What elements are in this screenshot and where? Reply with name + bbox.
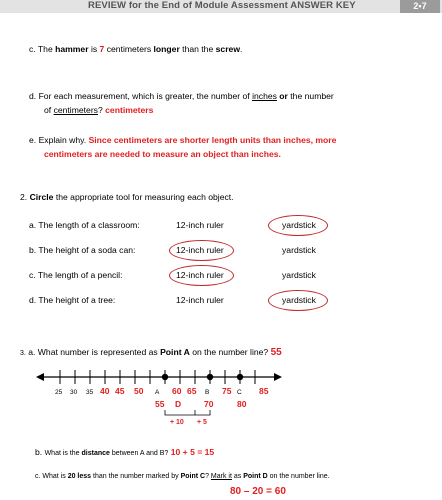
lesson-badge: 2•7 [400, 0, 440, 13]
q2a-option-yardstick: yardstick [282, 220, 316, 230]
item-letter: a. [29, 220, 37, 230]
q2d-option-yardstick: yardstick [282, 295, 316, 305]
point-a-label: Point A [160, 347, 190, 357]
q2d-option-ruler: 12-inch ruler [176, 295, 224, 305]
text: of [44, 105, 54, 115]
answer-value: 55 [270, 347, 282, 358]
red-label: 40 [100, 386, 110, 396]
q2-prompt [20, 192, 234, 203]
answer-value: 7 [99, 44, 105, 54]
point-a-label: A [155, 389, 160, 396]
red-label: 50 [134, 386, 144, 396]
text: The [37, 44, 56, 54]
text: What number is represented as [37, 347, 161, 357]
q1c-line [29, 44, 242, 55]
red-label: 60 [172, 386, 182, 396]
text: The height of a soda can: [38, 245, 136, 255]
answer-value: 80 – 20 = 60 [230, 486, 286, 497]
circle-word: Circle [29, 192, 54, 202]
q2c-label [29, 270, 122, 281]
text: than the [179, 44, 216, 54]
answer-text: Since centimeters are shorter length units than inches, more [88, 135, 337, 145]
point-d-word: Point D [243, 473, 268, 480]
q2b-option-yardstick: yardstick [282, 245, 316, 255]
twenty-less-word: 20 less [67, 473, 92, 480]
item-letter: a. [28, 347, 36, 357]
red-label: 65 [187, 386, 197, 396]
point-c-word: Point C [180, 473, 206, 480]
mark-it-word: Mark it [210, 473, 232, 480]
text: ? [97, 105, 106, 115]
answer-value: centimeters [105, 105, 154, 115]
distance-word: distance [81, 450, 110, 457]
text: than the number marked by [91, 473, 181, 480]
text: What is [42, 473, 68, 480]
q2b-label [29, 245, 135, 256]
q3c-line [35, 471, 330, 482]
text: the appropriate tool for measuring each object. [53, 192, 234, 202]
q2d-label [29, 295, 115, 306]
red-label: 55 [155, 399, 165, 409]
red-label: 45 [115, 386, 125, 396]
text: as [231, 473, 244, 480]
or-word: or [276, 91, 291, 101]
text: the number [290, 91, 334, 101]
item-letter: c. [29, 270, 36, 280]
text: Explain why. [38, 135, 89, 145]
text: The height of a tree: [38, 295, 116, 305]
hammer-word: hammer [55, 44, 89, 54]
answer-circle [268, 290, 328, 311]
point-a-dot [162, 374, 168, 380]
left-arrow-icon [36, 373, 44, 381]
red-label: 75 [222, 386, 232, 396]
item-letter: c. [29, 44, 36, 54]
text: For each measurement, which is greater, the number of [38, 91, 253, 101]
q2a-option-ruler: 12-inch ruler [176, 220, 224, 230]
answer-value: 10 + 5 = 15 [170, 447, 215, 457]
text: . [240, 44, 243, 54]
hop-label: + 10 [170, 419, 184, 426]
q3b-line [35, 447, 214, 459]
text: What is the [44, 450, 82, 457]
question-number: 2. [20, 192, 28, 202]
right-arrow-icon [274, 373, 282, 381]
item-letter: e. [29, 135, 37, 145]
q2b-option-ruler: 12-inch ruler [176, 245, 224, 255]
longer-word: longer [153, 44, 180, 54]
red-label: 70 [204, 399, 214, 409]
item-letter: d. [29, 91, 37, 101]
question-number: 3. [20, 350, 26, 357]
text: The length of a pencil: [37, 270, 123, 280]
q1e-line2: centimeters are needed to measure an object than inches. [44, 149, 281, 159]
text: on the number line. [267, 473, 330, 480]
centimeters-word: centimeters [53, 105, 98, 115]
item-letter: d. [29, 295, 37, 305]
answer-circle [169, 265, 234, 286]
text: The length of a classroom: [38, 220, 140, 230]
q1d-line1 [29, 91, 334, 102]
q1d-line2 [44, 105, 153, 116]
answer-circle [169, 240, 234, 261]
tick-label: 30 [70, 389, 78, 396]
tick-label: 25 [55, 389, 63, 396]
number-line [0, 360, 442, 410]
page-title: REVIEW for the End of Module Assessment ANSWER KEY [88, 0, 356, 11]
tick-label: 35 [86, 389, 94, 396]
text: ? [205, 473, 211, 480]
text: on the number line? [189, 347, 269, 357]
q2c-option-ruler: 12-inch ruler [176, 270, 224, 280]
q3a-line [20, 347, 282, 359]
hop-bracket [0, 408, 442, 422]
red-label: 85 [259, 386, 269, 396]
hop-label: + 5 [197, 419, 207, 426]
text: between A and B? [109, 450, 169, 457]
point-b-dot [207, 374, 213, 380]
q2a-label [29, 220, 140, 231]
text: centimeters [104, 44, 154, 54]
item-letter: b. [35, 447, 43, 457]
text: is [88, 44, 100, 54]
inches-word: inches [252, 91, 277, 101]
screw-word: screw [215, 44, 241, 54]
point-b-label: B [205, 389, 210, 396]
item-letter: b. [29, 245, 37, 255]
q1e-line1 [29, 135, 336, 146]
answer-circle [268, 215, 328, 236]
item-letter: c. [35, 473, 41, 480]
q2c-option-yardstick: yardstick [282, 270, 316, 280]
point-d-label: D [175, 399, 182, 409]
red-label: 80 [237, 399, 247, 409]
point-c-label: C [237, 389, 242, 396]
point-c-dot [237, 374, 243, 380]
